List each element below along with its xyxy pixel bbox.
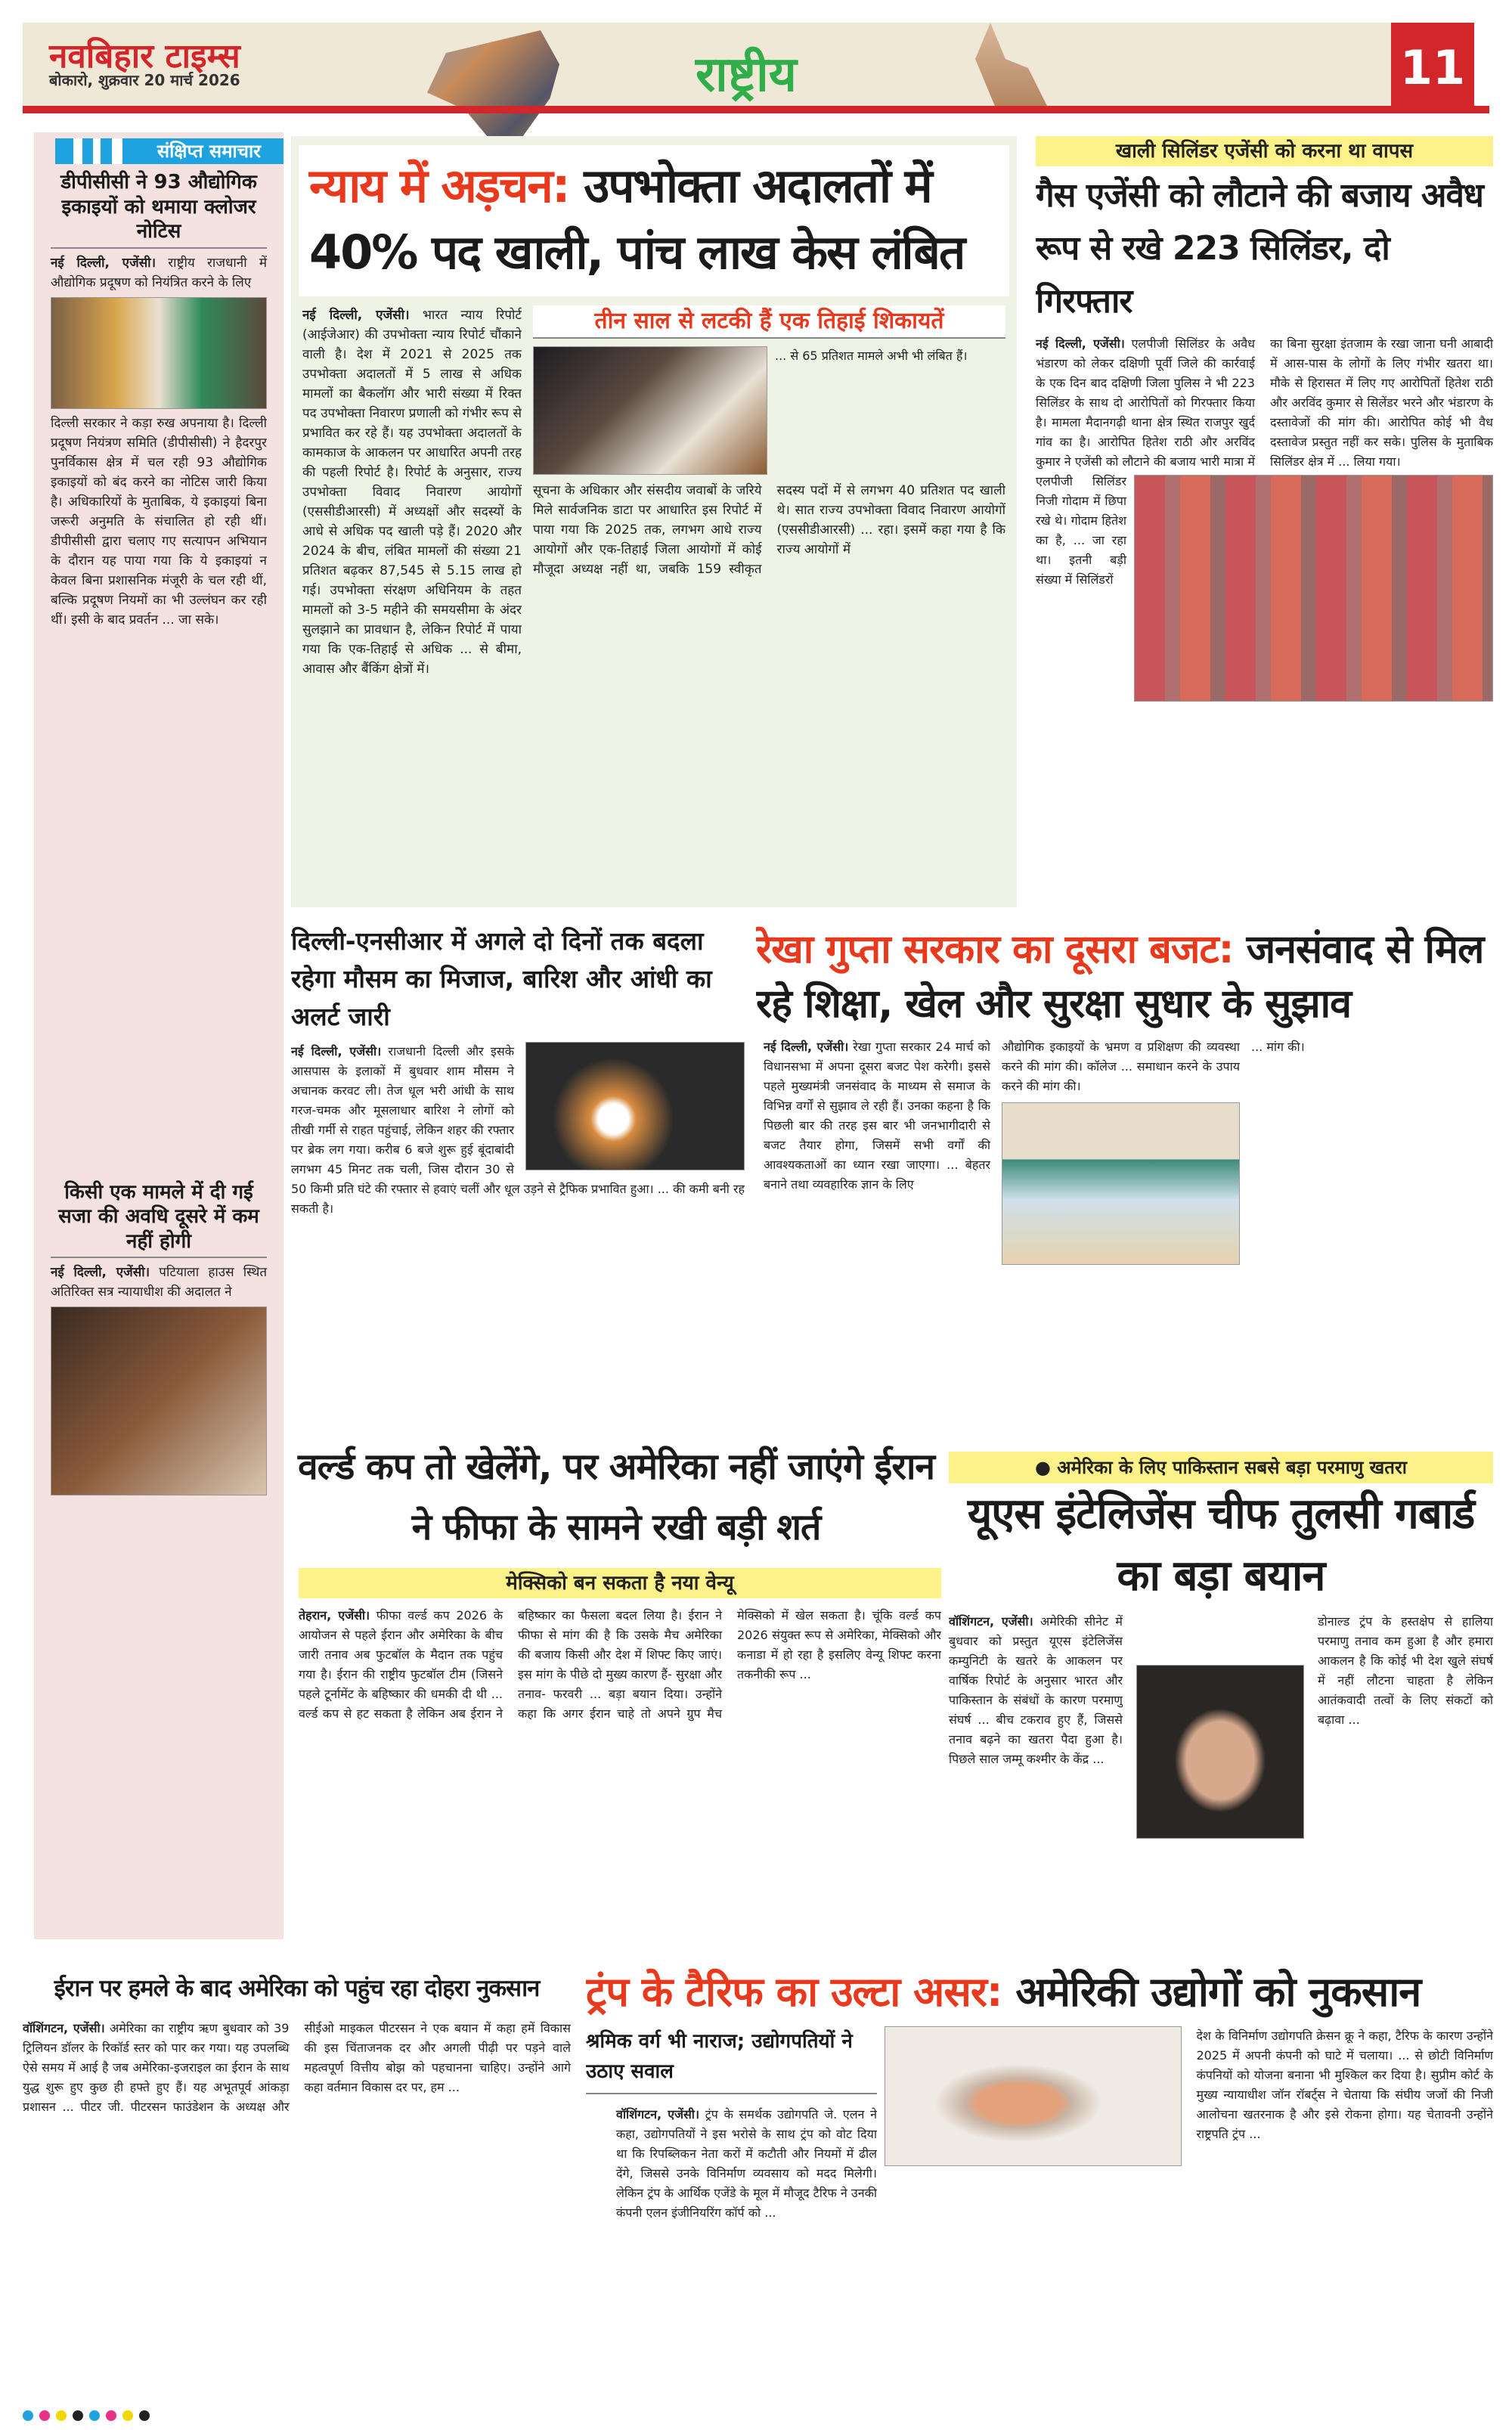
tulsi-body-1: अमेरिकी सीनेट में बुधवार को प्रस्तुत यूएस इंटेलिजेंस कम्युनिटी के खतरे के आकलन पर वार्षिक रिपोर्ट के अनुसार भारत और पाकिस्तान के संबंधों के कारण परमाणु संघर्ष ... बीच टकराव हुए हैं, जिससे तनाव बढ़ने का खतरा पैदा हुआ है। पिछले साल जम्मू कश्मीर के केंद्र ...: [949, 1614, 1123, 1766]
tulsi-headline: यूएस इंटेलिजेंस चीफ तुलसी गबार्ड का बड़ा बयान: [967, 1489, 1475, 1601]
print-registration-marks: [0, 2410, 1512, 2421]
budget-story: [756, 922, 1493, 1421]
budget-body-1: रेखा गुप्ता सरकार 24 मार्च को विधानसभा में अपना दूसरा बजट पेश करेगी। इससे पहले मुख्यमंत्री जनसंवाद के माध्यम से समाज के विभिन्न वर्गों से सुझाव ले रही हैं। उनका कहना है कि पिछली बार की तरह इस बार भी जनभागीदारी से बजट तैयार होगा, जिसमें सभी वर्गों की आवश्यकताओं का ध्यान रखा जाएगा। ... बेहतर बनाने तथा व्यवहारिक ज्ञान के लिए: [764, 1040, 990, 1192]
cylinder-body-1: एलपीजी सिलिंडर के अवैध भंडारण को लेकर दक्षिणी पूर्वी जिले की कार्रवाई के एक दिन बाद दक्षिणी जिला पुलिस ने भी 223 सिलिंडर के साथ दो आरोपितों को गिरफ्तार किया है। मामला मैदानगढ़ी थाना क्षेत्र स्थित राजपुर खुर्द गांव का है। आरोपित हितेश राठी और अरविंद कुमार ने एजेंसी को लौटाने की बजाय भारी मात्रा में एलपीजी सिलिंडर निजी गोदाम में छिपा रखे थे। गोदाम हितेश का है, ... जा रहा था। इतनी बड़ी संख्या में सिलिंडरों: [1036, 336, 1255, 587]
brief-headline-1: डीपीसीसी ने 93 औद्योगिक इकाइयों को थमाया क्लोजर नोटिस: [51, 170, 267, 249]
dateline: नई दिल्ली, एजेंसी।: [291, 1044, 382, 1058]
brief-headline-2: किसी एक मामले में दी गई सजा की अवधि दूसरे में कम नहीं होगी: [51, 1180, 267, 1259]
section-title: राष्ट्रीय: [696, 47, 797, 103]
cylinder-body-2: का बिना सुरक्षा इंतजाम के रखा जाना घनी आबादी में आस-पास के लोगों के लिए गंभीर खतरा था। मौके से हिरासत में लिए गए आरोपितों हितेश राठी और अरविंद कुमार से सिलेंडर भरने और भंडारण के दस्तावेजों की मांग की। आरोपित कोई भी वैध दस्तावेज प्रस्तुत नहीं कर सके। पुलिस के मुताबिक सिलिंडर क्षेत्र में ... लिया गया।: [1270, 336, 1493, 469]
tulsi-kicker: [949, 1452, 1493, 1483]
cylinder-story: [1036, 136, 1493, 907]
brief-body-1: दिल्ली सरकार ने कड़ा रुख अपनाया है। दिल्ली प्रदूषण नियंत्रण समिति (डीपीसीसी) ने हैदरपुर पुनर्विकास क्षेत्र में चल रही 93 औद्योगिक इकाइयों को बंद करने का नोटिस जारी किया है। अधिकारियों के मुताबिक, ये इकाइयां बिना जरूरी अनुमति के संचालित हो रही थीं। डीपीसीसी द्वारा चलाए गए सत्यापन अभियान के दौरान यह पाया गया कि ये इकाइयां न केवल बिना प्रशासनिक मंजूरी के चल रही थीं, बल्कि प्रदूषण नियमों का भी उल्लंघन कर रही थीं। इसी के बाद प्रवर्तन ... जा सके।: [51, 415, 267, 628]
gavel-photo: [51, 1306, 267, 1496]
worldcup-body: फीफा वर्ल्ड कप 2026 के आयोजन से पहले ईरान और अमेरिका के बीच जारी तनाव अब फुटबॉल के मैदान तक पहुंच गया है। ईरान की राष्ट्रीय फुटबॉल टीम (जिसने पहले टूर्नामेंट के बहिष्कार की धमकी दी थी ... वर्ल्ड कप से हट सकता है लेकिन अब ईरान ने बहिष्कार का फैसला बदल लिया है। ईरान ने फीफा से मांग की है कि उसके मैच अमेरिका की बजाय किसी और देश में शिफ्ट किए जाएं। इस मांग के पीछे दो मुख्य कारण हैं- सुरक्षा और तनाव- फरवरी ... बड़ा बयान दिया। उन्होंने कहा कि अगर ईरान चाहे तो अपने ग्रुप मैच मेक्सिको में खेल सकता है। चूंकि वर्ल्ड कप 2026 संयुक्त रूप से अमेरिका, मेक्सिको और कनाडा में हो रहा है इसलिए वेन्यू शिफ्ट करना तकनीकी रूप ...: [299, 1608, 941, 1721]
iran-us-story: [23, 1966, 571, 2397]
tulsi-body-2: डोनाल्ड ट्रंप के हस्तक्षेप से हालिया परमाणु तनाव कम हुआ है और हमारा आकलन है कि कोई भी देश खुले संघर्ष में नहीं लौटना चाहता है लेकिन आतंकवादी तत्वों के लिए संकटों को बढ़ावा ...: [1318, 1614, 1493, 1727]
worldcup-headline: वर्ल्ड कप तो खेलेंगे, पर अमेरिका नहीं जाएंगे ईरान ने फीफा के सामने रखी बड़ी शर्त: [297, 1446, 935, 1548]
weather-body: राजधानी दिल्ली और इसके आसपास के इलाकों में बुधवार शाम मौसम ने अचानक करवट ली। तेज धूल भरी आंधी के साथ गरज-चमक और मूसलाधार बारिश ने लोगों को तीखी गर्मी से राहत पहुंचाई, लेकिन शहर की रफ्तार पर ब्रेक लग गया। करीब 6 बजे शुरू हुई बूंदाबांदी लगभग 45 मिनट तक चली, जिस दौरान 30 से 50 किमी प्रति घंटे की रफ्तार से हवाएं चलीं और धूल उड़ने से ट्रैफिक प्रभावित हुआ। ... की कमी बनी रह सकती है।: [291, 1044, 745, 1216]
newspaper-logo: नवबिहार टाइम्स: [49, 37, 240, 76]
dateline: तेहरान, एजेंसी।: [299, 1608, 370, 1623]
headline-box: [299, 145, 1009, 296]
trump-photo: [885, 2026, 1182, 2166]
worldcup-story: [291, 1437, 941, 1943]
dateline: नई दिल्ली, एजेंसी।: [51, 1265, 150, 1280]
brief-label: संक्षिप्त समाचार: [156, 141, 261, 162]
cylinder-kicker: खाली सिलिंडर एजेंसी को करना था वापस: [1036, 136, 1493, 166]
tariff-subhead: श्रमिक वर्ग भी नाराज; उद्योगपतियों ने उठाए सवाल: [586, 2026, 877, 2094]
cylinder-headline: गैस एजेंसी को लौटाने की बजाय अवैध रूप से रखे 223 सिलिंडर, दो गिरफ्तार: [1036, 176, 1483, 321]
dateline: नई दिल्ली, एजेंसी।: [51, 255, 156, 271]
headline-red-part: ट्रंप के टैरिफ का उल्टा असर:: [586, 1968, 1002, 2016]
headline-red-part: न्याय में अड़चन:: [309, 158, 569, 213]
brief-lead-2: पटियाला हाउस स्थित अतिरिक्त सत्र न्यायाधीश की अदालत ने: [51, 1265, 268, 1300]
budget-headline: [756, 922, 1493, 1031]
rain-umbrella-photo: [525, 1042, 745, 1170]
headline-black-part: अमेरिकी उद्योगों को नुकसान: [1015, 1968, 1421, 2016]
weather-headline: दिल्ली-एनसीआर में अगले दो दिनों तक बदला रहेगा मौसम का मिजाज, बारिश और आंधी का अलर्ट जारी: [291, 926, 712, 1031]
weather-story: [291, 922, 745, 1421]
consumer-headline: [309, 153, 999, 286]
consumer-subhead: तीन साल से लटकी हैं एक तिहाई शिकायतें: [594, 308, 944, 334]
consumer-body-1: भारत न्याय रिपोर्ट (आईजेआर) की उपभोक्ता न्याय रिपोर्ट चौंकाने वाली है। देश में 2021 से 2025 तक उपभोक्ता अदालतों में 5 लाख से अधिक मामलों का बैकलॉग और भारी संख्या में रिक्त पद उपभोक्ता निवारण प्रणाली को गंभीर रूप से प्रभावित कर रहे हैं। यह उपभोक्ता अदालतों के कामकाज के आकलन पर आधारित अपनी तरह की पहली रिपोर्ट है। रिपोर्ट के अनुसार, राज्य उपभोक्ता विवाद निवारण आयोगों (एससीडीआरसी) में अध्यक्षों और सदस्यों के आधे से अधिक पद खाली पड़े हैं। 2020 और 2024 के बीच, लंबित मामलों की संख्या 21 प्रतिशत बढ़कर 87,545 से 5.15 लाख हो गई। उपभोक्ता संरक्षण अधिनियम के तहत मामलों को 3-5 महीने की समयसीमा के अंदर सुलझाने का प्रावधान है, लेकिन रिपोर्ट में पाया गया कि एक-तिहाई से अधिक ... से बीमा, आवास और बैंकिंग क्षेत्रों में।: [302, 308, 522, 677]
tariff-body-2: देश के विनिर्माण उद्योगपति क्रेसन क्रू ने कहा, टैरिफ के कारण उन्होंने 2025 में अपनी कंपनी को घाटे में चलाया। ... से छोटी विनिर्माण कंपनियों को योजना बनाना भी मुश्किल कर दिया है। सुप्रीम कोर्ट के मुख्य न्यायाधीश जॉन रॉबर्ट्स ने चेताया कि संघीय जजों की निजी आलोचना खतरनाक है और इसे रोकना होगा। यह चेतावनी उन्होंने राष्ट्रपति ट्रंप ...: [1196, 2029, 1493, 2141]
page-number: 11: [1391, 23, 1474, 112]
tulsi-kicker-text: अमेरिका के लिए पाकिस्तान सबसे बड़ा परमाणु खतरा: [1057, 1457, 1408, 1478]
header-rule: [23, 106, 1489, 113]
dateline: वॉशिंगटन, एजेंसी।: [949, 1614, 1033, 1629]
cm-students-photo: [1002, 1102, 1240, 1265]
brief-lead-1: राष्ट्रीय राजधानी में औद्योगिक प्रदूषण को नियंत्रित करने के लिए: [51, 255, 267, 290]
judge-writing-photo: [533, 346, 767, 475]
budget-body-2: औद्योगिक इकाइयों के भ्रमण व प्रशिक्षण की व्यवस्था करने की मांग की। कॉलेज ... समाधान करने के उपाय करने की मांग की।: [1002, 1040, 1240, 1093]
consumer-body-3: ... से 65 प्रतिशत मामले अभी भी लंबित हैं।: [775, 348, 968, 363]
tariff-body-1: ट्रंप के समर्थक उद्योगपति जे. एलन ने कहा, उद्योगपतियों ने इस भरोसे के साथ ट्रंप को वोट दिया था कि रिपब्लिकन नेता करों में कटौती और नियमों में ढील देंगे, जिससे उनके विनिर्माण व्यवसाय को मदद मिलेगी। लेकिन ट्रंप के आर्थिक एजेंडे के मूल में मौजूद टैरिफ ने उनकी कंपनी एलन इंजीनियरिंग कॉर्प को ...: [616, 2107, 877, 2220]
iran-us-headline: ईरान पर हमले के बाद अमेरिका को पहुंच रहा दोहरा नुकसान: [54, 1975, 540, 2002]
consumer-body-2: सूचना के अधिकार और संसदीय जवाबों के जरिये मिले सार्वजनिक डाटा पर आधारित इस रिपोर्ट में पाया गया कि 2025 तक, लगभग आधे राज्य आयोगों और एक-तिहाई जिला आयोगों में कोई मौजूदा अध्यक्ष नहीं था, जबकि 159 स्वीकृत सदस्य पदों में से लगभग 40 प्रतिशत पद खाली थे। सात राज्य उपभोक्ता विवाद निवारण आयोगों (एससीडीआरसी) ... रहा। इसमें कहा गया है कि राज्य आयोगों में: [533, 482, 1005, 577]
dateline: नई दिल्ली, एजेंसी।: [1036, 336, 1125, 351]
consumer-court-story: [291, 136, 1017, 907]
tariff-story: [586, 1966, 1493, 2397]
dateline: नई दिल्ली, एजेंसी।: [764, 1040, 849, 1054]
iran-us-body: अमेरिका का राष्ट्रीय ऋण बुधवार को 39 ट्रिलियन डॉलर के रिकॉर्ड स्तर को पार कर गया। यह उपलब्धि ऐसे समय में आई है जब अमेरिका-इजराइल का ईरान के साथ युद्ध शुरू हुए कुछ ही हफ्ते हुए हैं। यह अभूतपूर्व आंकड़ा प्रशासन ... पीटर जी. पीटरसन फाउंडेशन के अध्यक्ष और सीईओ माइकल पीटरसन ने एक बयान में कहा हमें विकास की इस चिंताजनक दर और अगली पीढ़ी पर पड़ने वाले महत्वपूर्ण वित्तीय बोझ को पहचानना चाहिए। उन्होंने आगे कहा वर्तमान विकास दर पर, हम ...: [23, 2021, 571, 2114]
tulsi-story: [949, 1452, 1493, 1943]
tulsi-gabbard-photo: [1136, 1665, 1304, 1839]
budget-body-3: ... मांग की।: [1251, 1040, 1305, 1054]
dpcc-meeting-photo: [51, 297, 267, 409]
dateline: वॉशिंगटन, एजेंसी।: [616, 2107, 700, 2122]
brief-label-banner: [55, 138, 284, 164]
worldcup-kicker: मेक्सिको बन सकता है नया वेन्यू: [299, 1568, 941, 1598]
issue-dateline: बोकारो, शुक्रवार 20 मार्च 2026: [49, 71, 240, 89]
dateline: नई दिल्ली, एजेंसी।: [302, 308, 410, 323]
headline-red-part: रेखा गुप्ता सरकार का दूसरा बजट:: [756, 927, 1234, 972]
bullet-icon: ●: [1034, 1457, 1058, 1478]
dateline: वॉशिंगटन, एजेंसी।: [23, 2021, 105, 2035]
headline-black-part: जनसंवाद से मिल रहे शिक्षा, खेल और सुरक्षा सुधार के सुझाव: [756, 927, 1484, 1027]
tariff-headline: [586, 1966, 1493, 2019]
lpg-cylinders-photo: [1134, 475, 1493, 702]
brief-column: [34, 132, 284, 1939]
headline-black-part: उपभोक्ता अदालतों में 40% पद खाली, पांच लाख केस लंबित: [309, 158, 965, 280]
